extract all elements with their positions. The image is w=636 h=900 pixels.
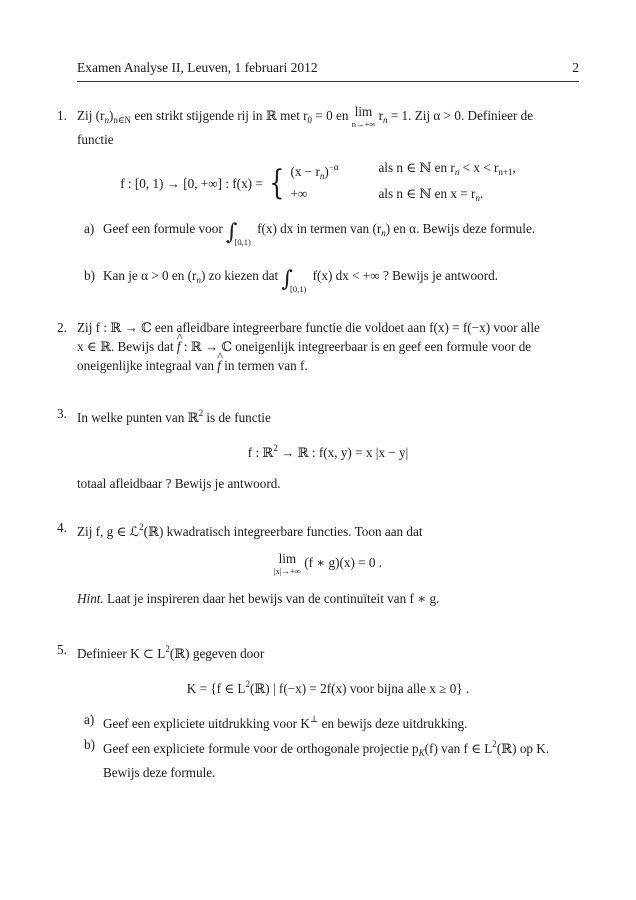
question-5a: a) Geef een expliciete uitdrukking voor K⊥ en bewijs deze uitdrukking. — [84, 712, 468, 731]
question-3-text: In welke punten van ℝ$^2$ is de functie f : ℝ$^2$ → ℝ : f(x, y) = x |x − y| totaal afleidbaar ? Bewijs je antwoord. — [77, 404, 579, 493]
question-3-formula: f : ℝ$^2$ → ℝ : f(x, y) = x |x − y| — [247, 443, 409, 460]
left-brace: { — [269, 163, 285, 203]
question-number: 4. — [57, 520, 67, 535]
question-2-text: Zij f : ℝ → ℂ een afleidbare integreerbare functie die voldoet aan f(x) = f(−x) voor alle x ∈ ℝ. Bewijs dat ^ f : ℝ → ℂ oneigenlijk integreerbaar is en geef een formule voor de oneigenlijke integraal van ^ f in termen van f. — [77, 318, 579, 375]
question-4-text: Zij f, g ∈ ℒ$^2$(ℝ) kwadratisch integreerbare functies. Toon aan dat lim |x|→+∞ (f ∗ g)(x) = 0 . Hint. Laat je inspireren daar het bewijs van de continuïteit van f ∗ g. — [77, 518, 579, 608]
question-3 — [57, 404, 579, 493]
page-header — [77, 60, 579, 80]
question-number: 5. — [57, 642, 67, 657]
hint-label: Hint. — [77, 591, 104, 606]
question-5b: b) Geef een expliciete formule voor de orthogonale projectie $p_K(f)$ van f ∈ $L^2(ℝ)$ op K. Bewijs deze formule. — [84, 737, 550, 780]
limit: lim n→+∞ — [351, 104, 376, 129]
question-1a: a) Geef een formule voor $\int_{[0,1)}$ f(x) dx in termen van $(r_n)$ en α. Bewijs deze formule. — [84, 220, 536, 247]
piecewise-cases: $(x - r_n)^{-\alpha}$ als n ∈ ℕ en $r_n < x < r_{n+1}$, +∞ als n ∈ ℕ en $x = r_n$. — [290, 160, 516, 203]
question-5 — [57, 640, 579, 782]
question-2 — [57, 318, 579, 375]
question-4-formula: lim |x|→+∞ (f ∗ g)(x) = 0 . — [273, 551, 383, 576]
question-number: 3. — [57, 406, 67, 421]
integral-sign: ∫ — [226, 220, 238, 245]
header-title: Examen Analyse II, Leuven, 1 februari 2012 — [77, 60, 318, 75]
header-rule — [77, 81, 579, 82]
question-4 — [57, 518, 579, 608]
integral-sign: ∫ — [281, 267, 293, 292]
question-number: 2. — [57, 320, 67, 335]
question-number: 1. — [57, 108, 67, 123]
question-1b: b) Kan je α > 0 en $(r_n)$ zo kiezen dat $\int_{[0,1)}$ f(x) dx < +∞ ? Bewijs je antwoord. — [84, 267, 498, 294]
question-1-intro: Zij $(r_n)_{n\in N}$ een strikt stijgende rij in ℝ met $r_0 = 0$ en lim n→+∞ $r_n = 1$. Zij α > 0. Definieer de functie — [77, 104, 534, 147]
question-5-formula: K = {f ∈ $L^2(ℝ)$ | f(−x) = 2f(x) voor bijna alle x ≥ 0} . — [186, 679, 470, 696]
page-number: 2 — [572, 60, 579, 75]
question-5-text: Definieer K ⊂ $L^2(ℝ)$ gegeven door K = {f ∈ $L^2(ℝ)$ | f(−x) = 2f(x) voor bijna alle x ≥ 0} . — [77, 640, 579, 698]
question-1 — [57, 106, 579, 299]
function-definition: f : [0, 1) → [0, +∞] : f(x) = { $(x - r_n)^{-\alpha}$ als n ∈ ℕ en $r_n < x < r_{n+1}$, +∞ als n ∈ ℕ en $x = r_n$. — [57, 159, 579, 207]
